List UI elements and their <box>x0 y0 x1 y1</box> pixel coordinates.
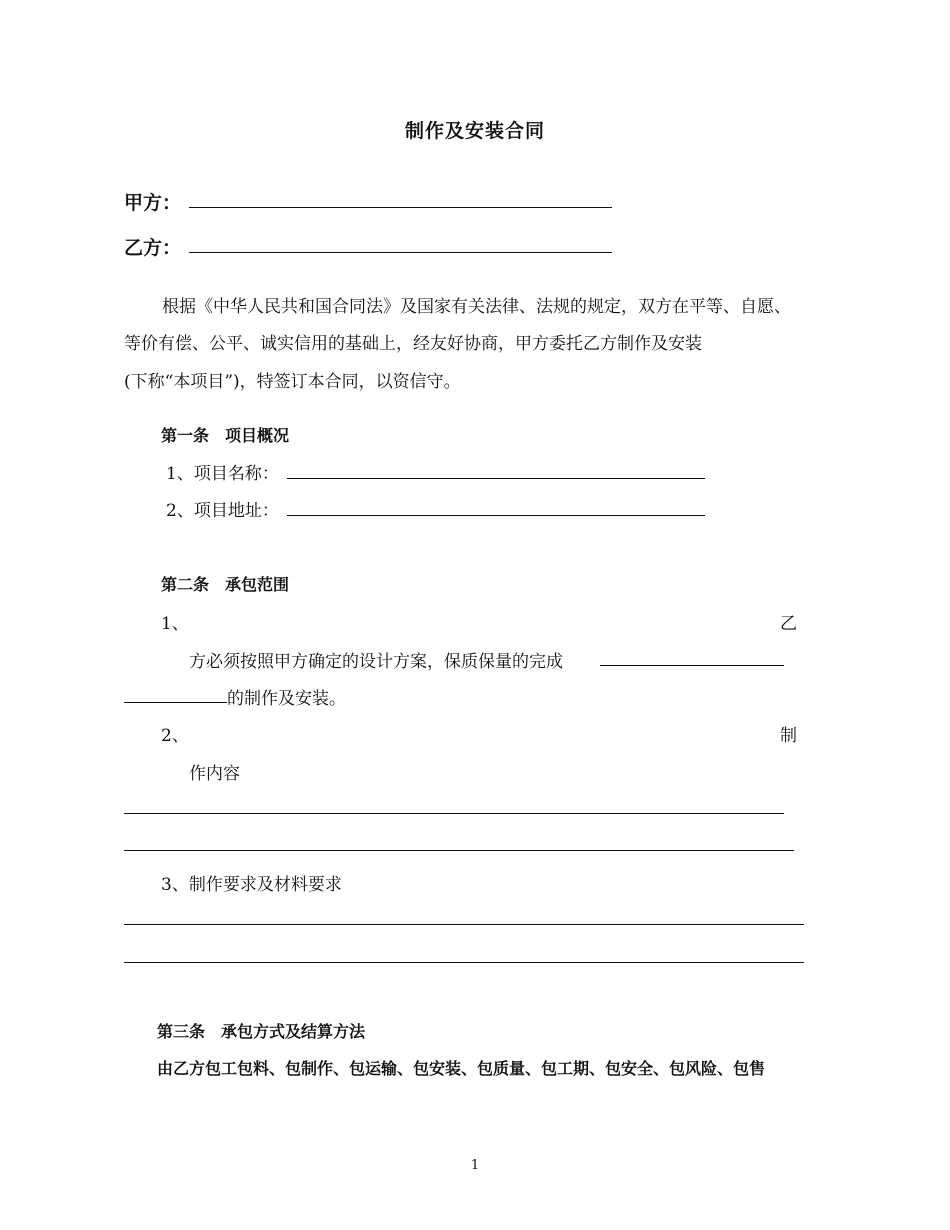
article-3-text: 由乙方包工包料、包制作、包运输、包安装、包质量、包工期、包安全、包风险、包售 <box>157 1059 766 1078</box>
scope-item-1-blank-a <box>600 665 784 666</box>
project-name-label: 1、项目名称： <box>166 464 279 484</box>
content-blank-line-2 <box>124 850 794 851</box>
scope-item-2-wrap-char: 制 <box>780 726 797 746</box>
preamble-line-2: 等价有偿、公平、诚实信用的基础上，经友好协商，甲方委托乙方制作及安装 <box>124 334 702 354</box>
article-3-heading: 第三条 承包方式及结算方法 <box>157 1022 366 1041</box>
party-a-label: 甲方： <box>124 192 182 214</box>
requirements-blank-line-2 <box>124 962 804 963</box>
party-a-blank <box>189 207 612 208</box>
page-number: 1 <box>470 1158 480 1173</box>
scope-item-1-blank-b <box>124 702 227 703</box>
project-address-label: 2、项目地址： <box>166 501 279 521</box>
article-2-heading: 第二条 承包范围 <box>161 575 290 594</box>
content-blank-line-1 <box>124 813 784 814</box>
party-b-blank <box>189 252 612 253</box>
scope-item-1-line-3: 的制作及安装。 <box>227 689 346 709</box>
scope-item-2-line-2: 作内容 <box>189 764 240 784</box>
project-address-blank <box>287 515 705 516</box>
scope-item-1-number: 1、 <box>161 614 189 634</box>
scope-item-1-wrap-char: 乙 <box>780 614 797 634</box>
project-name-blank <box>287 478 705 479</box>
requirements-blank-line-1 <box>124 924 804 925</box>
scope-item-3: 3、制作要求及材料要求 <box>161 875 342 895</box>
preamble-line-3: (下称“本项目”)，特签订本合同，以资信守。 <box>124 372 461 392</box>
party-b-label: 乙方： <box>124 237 182 259</box>
preamble-line-1: 根据《中华人民共和国合同法》及国家有关法律、法规的规定，双方在平等、自愿、 <box>162 297 791 317</box>
document-title: 制作及安装合同 <box>404 120 545 142</box>
scope-item-1-line-2: 方必须按照甲方确定的设计方案，保质保量的完成 <box>189 652 563 672</box>
article-1-heading: 第一条 项目概况 <box>161 426 290 445</box>
scope-item-2-number: 2、 <box>161 726 189 746</box>
